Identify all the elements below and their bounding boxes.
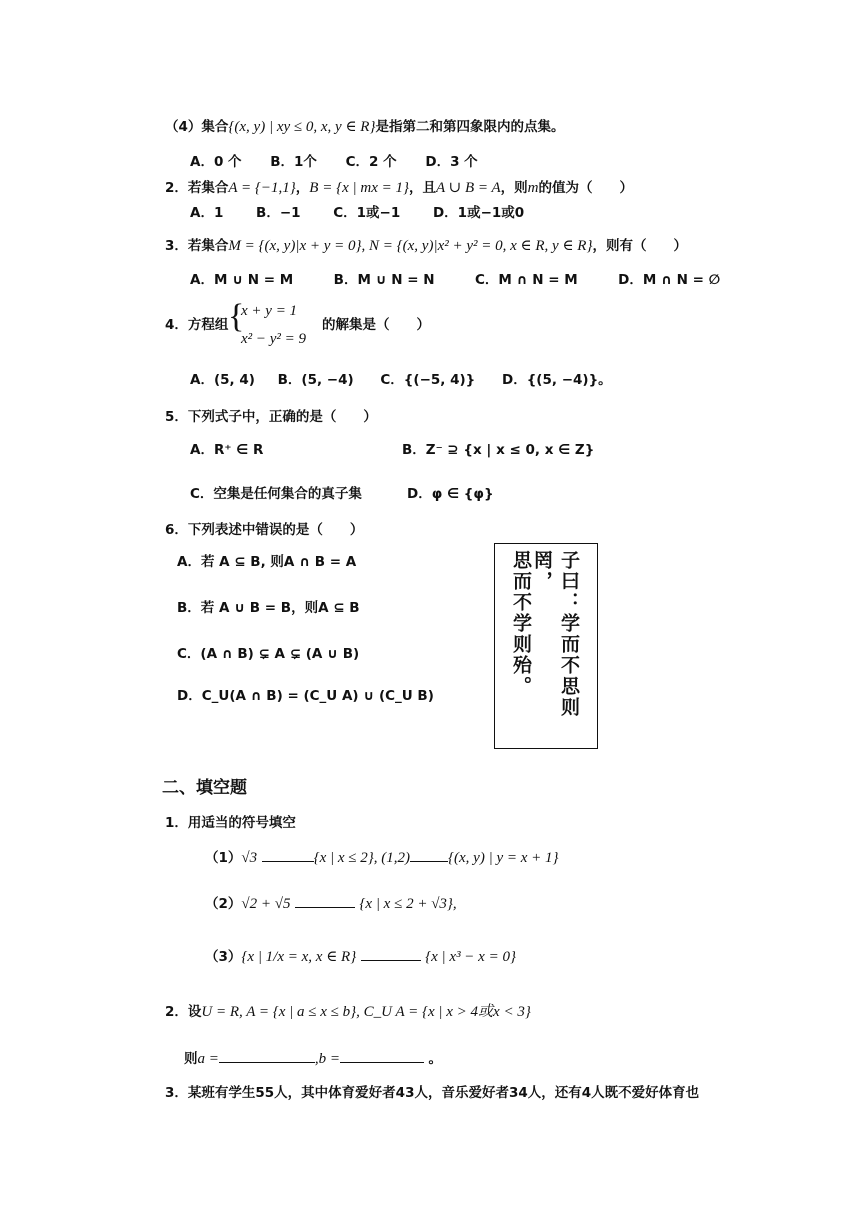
q1-4-set: {(x, y) | xy ≤ 0, x, y ∈ R} [228,119,376,135]
q5-label: 5．下列式子中，正确的是（ ） [165,409,377,425]
q5-option-c: C．空集是任何集合的真子集 [190,486,362,502]
option-c: C．{(−5, 4)} [380,372,476,388]
f1-label: 1．用适当的符号填空 [165,815,296,831]
option-d: D．M ∩ N = ∅ [618,272,721,288]
option-b: B．−1 [256,205,301,221]
f2-b: b = [318,1051,340,1067]
option-d: D．3 个 [425,154,478,170]
q4-tail: 的解集是（ ） [322,317,430,333]
q2-sep3: ，则 [500,180,528,196]
q1-4-text: 是指第二和第四象限内的点集。 [375,119,565,135]
f2-label: 2．设 [165,1004,202,1020]
q4-brace: { [228,298,245,335]
q4-options [190,372,612,388]
q4-eq1: x + y = 1 [241,303,298,319]
quote-col2: 思而不学则殆。 [510,550,532,697]
option-b: B．M ∪ N = N [333,272,435,288]
q4-eq2: x² − y² = 9 [241,331,307,347]
f1-l3-a: {x | 1/x = x, x ∈ R} [241,949,357,965]
f1-l3-num: （3） [205,949,242,965]
f1-l2 [205,893,457,913]
q1-4-label: （4）集合 [165,119,229,135]
f3-text: 3．某班有学生55人，其中体育爱好者43人，音乐爱好者34人，还有4人既不爱好体育也 [165,1085,700,1101]
f2-answer-line [184,1048,442,1068]
f1-l2-num: （2） [205,896,242,912]
option-a: A．(5, 4) [190,372,255,388]
f2-a: a = [197,1051,219,1067]
option-d: D．1或−1或0 [432,205,525,221]
f2-expr: U = R, A = {x | a ≤ x ≤ b}, C_U A = {x | x > 4或x < 3} [201,1004,531,1020]
option-c: C．2 个 [345,154,397,170]
f2-line [165,1003,531,1021]
q2-sep1: ， [295,180,310,196]
q2-m: m [527,180,539,196]
f1-l2-a: √2 + √5 [241,896,291,912]
f1-l1-c: {(x, y) | y = x + 1} [448,850,559,866]
q3-tail: ，则有（ ） [592,238,687,254]
f2-then: 则 [184,1051,198,1067]
q2-options [190,205,524,221]
q2-label: 2．若集合 [165,180,229,196]
q6-option-c: C．(A ∩ B) ⊊ A ⊊ (A ∪ B) [177,646,360,662]
q1-4-options [190,154,478,170]
quote-col1: 子曰：学而不思则罔， [531,550,580,718]
f1-l1 [205,847,559,867]
f1-l1-b: {x | x ≤ 2}, (1,2) [313,850,411,866]
option-c: C．M ∩ N = M [475,272,578,288]
q1-4-line [165,118,564,136]
option-a: A．0 个 [190,154,242,170]
q3-options [190,272,720,289]
q2-line [165,179,633,197]
option-b: B．(5, −4) [277,372,354,388]
q5-option-d: D．φ ∈ {φ} [407,486,494,502]
q2-set-b: B = {x | mx = 1} [309,180,409,196]
q6-option-d: D．C_U(A ∩ B) = (C_U A) ∪ (C_U B) [177,688,434,704]
q2-tail: 的值为（ ） [538,180,633,196]
f1-l3 [205,946,516,966]
f2-sep: , [314,1051,319,1067]
section2-title: 二、填空题 [162,778,247,798]
q2-set-a: A = {−1,1} [228,180,296,196]
option-c: C．1或−1 [333,205,401,221]
quote-box [494,543,598,749]
q3-line [165,237,687,255]
f2-end: 。 [428,1051,442,1067]
option-a: A．M ∪ N = M [190,272,294,288]
q2-cond: A ∪ B = A [435,180,501,196]
option-a: A．1 [190,205,224,221]
option-d: D．{(5, −4)}。 [501,372,612,388]
q6-option-a: A．若 A ⊆ B, 则A ∩ B = A [177,554,357,570]
f1-l1-a: √3 [241,850,258,866]
q6-label: 6．下列表述中错误的是（ ） [165,522,364,538]
q5-option-a: A．R⁺ ∈ R [190,442,264,458]
q3-label: 3．若集合 [165,238,229,254]
f1-l1-num: （1） [205,850,242,866]
q6-option-b: B．若 A ∪ B = B，则A ⊆ B [177,600,360,616]
q3-expr: M = {(x, y)|x + y = 0}, N = {(x, y)|x² + y² = 0, x ∈ R, y ∈ R} [228,238,593,254]
f1-l2-b: {x | x ≤ 2 + √3}, [359,896,457,912]
q4-label: 4．方程组 [165,317,229,333]
q2-sep2: ，且 [408,180,436,196]
f1-l3-b: {x | x³ − x = 0} [425,949,516,965]
option-b: B．1个 [270,154,317,170]
q5-option-b: B．Z⁻ ⊇ {x | x ≤ 0, x ∈ Z} [402,442,595,458]
